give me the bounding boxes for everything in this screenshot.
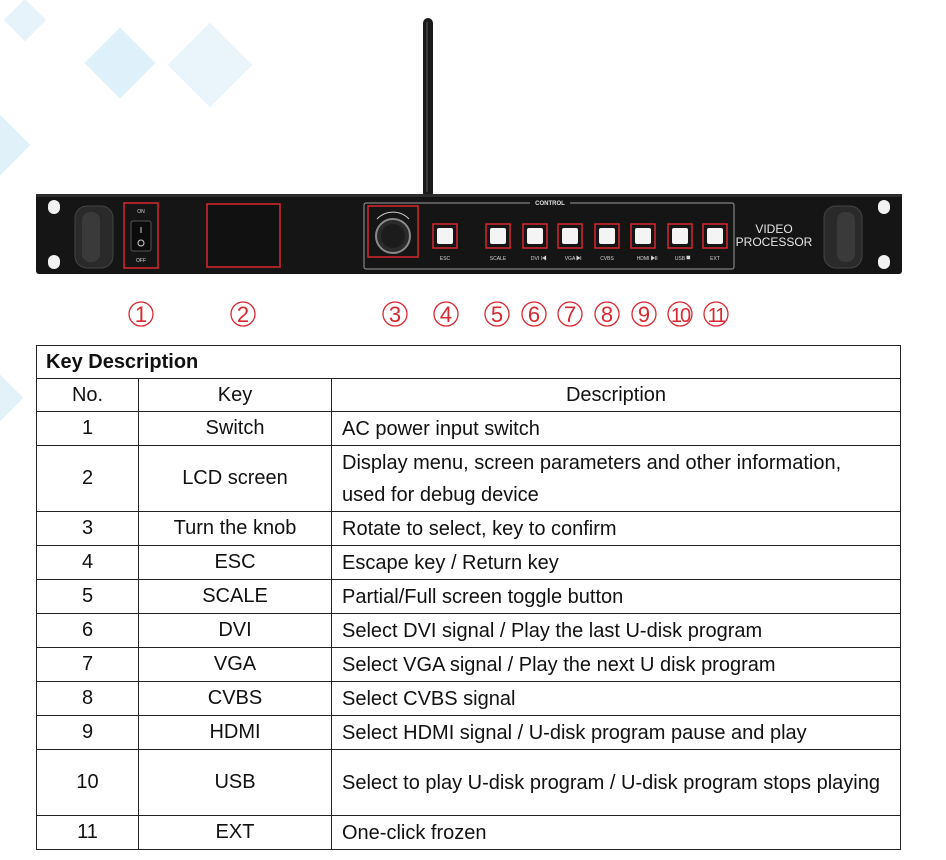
panel-button-cvbs[interactable] [599, 228, 615, 244]
table-row [37, 648, 901, 682]
cell-no: 10 [37, 750, 139, 816]
panel-button-ext[interactable] [707, 228, 723, 244]
panel-button-label: CVBS [600, 256, 614, 262]
cell-key: ESC [139, 546, 332, 580]
cell-description: AC power input switch [332, 412, 901, 446]
panel-button-label: DVI [530, 256, 540, 262]
key-description-table [36, 345, 901, 850]
cell-description: Select DVI signal / Play the last U-disk program [332, 614, 901, 648]
callouts [129, 302, 728, 327]
panel-button-vga[interactable] [562, 228, 578, 244]
stop-icon [687, 256, 690, 259]
table-row [37, 816, 901, 850]
callout-number: 5 [490, 302, 504, 327]
table-row [37, 512, 901, 546]
cell-no: 9 [37, 716, 139, 750]
cell-description: One-click frozen [332, 816, 901, 850]
brand-line-1: VIDEO [755, 222, 793, 236]
header-key: Key [139, 379, 332, 412]
panel-button-label: VGA [564, 256, 576, 262]
cell-description: Select to play U-disk program / U-disk program stops playing [332, 750, 901, 816]
switch-on-label: ON [137, 209, 145, 215]
panel-button-label: ESC [439, 256, 451, 262]
cell-key: EXT [139, 816, 332, 850]
cell-no: 3 [37, 512, 139, 546]
callout-number: 7 [563, 302, 577, 327]
table-row [37, 446, 901, 512]
panel-button-label: SCALE [489, 256, 507, 262]
cell-description: Partial/Full screen toggle button [332, 580, 901, 614]
cell-no: 5 [37, 580, 139, 614]
cell-description: Display menu, screen parameters and other information, used for debug device [332, 446, 901, 512]
header-description: Description [332, 379, 901, 412]
cell-key: Turn the knob [139, 512, 332, 546]
device-panel-illustration [0, 0, 946, 340]
table-row [37, 580, 901, 614]
panel-button-usb[interactable] [672, 228, 688, 244]
switch-off-label: OFF [136, 258, 146, 264]
cell-description: Select HDMI signal / U-disk program pause and play [332, 716, 901, 750]
cell-no: 7 [37, 648, 139, 682]
callout-number: 1 [134, 302, 148, 327]
cell-description: Select VGA signal / Play the next U disk program [332, 648, 901, 682]
cell-key: HDMI [139, 716, 332, 750]
cell-no: 6 [37, 614, 139, 648]
cell-description: Select CVBS signal [332, 682, 901, 716]
table-row [37, 750, 901, 816]
cell-description: Rotate to select, key to confirm [332, 512, 901, 546]
brand-line-2: PROCESSOR [735, 235, 813, 249]
cell-key: CVBS [139, 682, 332, 716]
table-row [37, 546, 901, 580]
panel-button-label: USB [674, 256, 686, 262]
callout-number: 3 [388, 302, 402, 327]
cell-no: 8 [37, 682, 139, 716]
lcd-screen [207, 204, 280, 267]
panel-button-dvi[interactable] [527, 228, 543, 244]
cell-key: LCD screen [139, 446, 332, 512]
table-row [37, 682, 901, 716]
cell-key: SCALE [139, 580, 332, 614]
panel-button-label: HDMI [636, 256, 650, 262]
panel-button-scale[interactable] [490, 228, 506, 244]
bg-diamond [0, 373, 23, 424]
cell-key: USB [139, 750, 332, 816]
table-row [37, 716, 901, 750]
cell-no: 2 [37, 446, 139, 512]
callout-number: 11 [707, 305, 725, 327]
table-row [37, 614, 901, 648]
cell-key: VGA [139, 648, 332, 682]
control-label: CONTROL [535, 201, 565, 207]
callout-number: 10 [670, 305, 690, 327]
header-no: No. [37, 379, 139, 412]
cell-no: 11 [37, 816, 139, 850]
callout-number: 9 [637, 302, 651, 327]
callout-number: 4 [439, 302, 453, 327]
cell-no: 1 [37, 412, 139, 446]
cell-key: Switch [139, 412, 332, 446]
table-caption: Key Description [37, 346, 901, 379]
cell-key: DVI [139, 614, 332, 648]
callout-number: 2 [236, 302, 250, 327]
panel-button-label: EXT [710, 256, 720, 262]
cell-description: Escape key / Return key [332, 546, 901, 580]
cell-no: 4 [37, 546, 139, 580]
table-row [37, 412, 901, 446]
panel-button-esc[interactable] [437, 228, 453, 244]
callout-number: 8 [600, 302, 614, 327]
callout-number: 6 [527, 302, 541, 327]
panel-button-hdmi[interactable] [635, 228, 651, 244]
